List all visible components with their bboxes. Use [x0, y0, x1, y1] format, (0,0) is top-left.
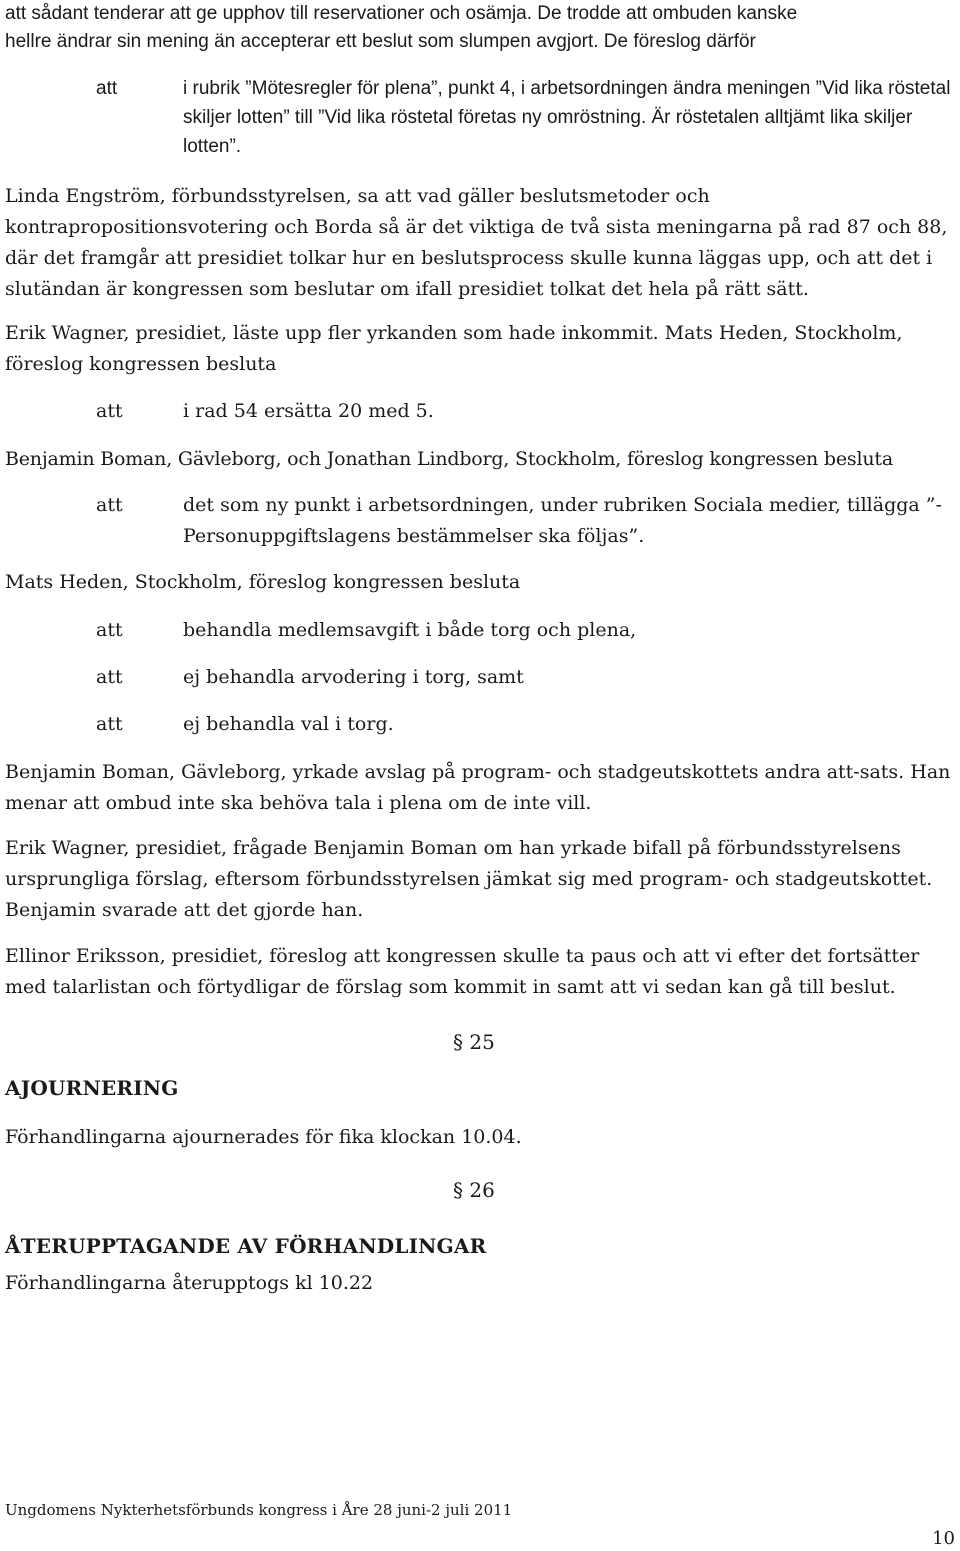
- paragraph-text: Förhandlingarna ajournerades för fika klockan 10.04.: [5, 1126, 522, 1148]
- paragraph-ellinor: [5, 941, 955, 1003]
- motion-text: behandla medlemsavgift i både torg och plena,: [183, 619, 637, 641]
- paragraph-text: Erik Wagner, presidiet, frågade Benjamin Boman om han yrkade bifall på förbundsstyrelsens ursprungliga förslag, eftersom förbundsstyrelsen jämkat sig med program- och stadgeutskottet. Benjamin svarade att det gjorde han.: [5, 837, 933, 921]
- section-25-number: § 25: [453, 1030, 495, 1054]
- paragraph-text: Linda Engström, förbundsstyrelsen, sa att vad gäller beslutsmetoder och kontrapropositionsvotering och Borda så är det viktiga de två sista meningarna på rad 87 och 88, där det framgår att presidiet tolkar hur en beslutsprocess skulle kunna läggas upp, och att det i slutändan är kongressen som beslutar om ifall presidiet tolkat det hela på rätt sätt.: [5, 185, 948, 300]
- intro-line-1: att sådant tenderar att ge upphov till reservationer och osämja. De trodde att ombuden kanske: [5, 3, 798, 24]
- motion-keyword: att: [96, 666, 123, 688]
- paragraph-text: Ellinor Eriksson, presidiet, föreslog att kongressen skulle ta paus och att vi efter det fortsätter med talarlistan och förtydligar de förslag som kommit in samt att vi sedan kan gå till beslut.: [5, 945, 920, 998]
- motion-keyword: att: [96, 713, 123, 735]
- motion-text: det som ny punkt i arbetsordningen, under rubriken Sociala medier, tillägga ”- Personuppgiftslagens bestämmelser ska följas”.: [183, 494, 942, 547]
- motion-keyword: att: [96, 400, 123, 422]
- paragraph-benjamin-1: [5, 444, 960, 475]
- section-26-text: [5, 1268, 373, 1299]
- intro-paragraph: [5, 0, 955, 56]
- intro-line-2: hellre ändrar sin mening än accepterar ett beslut som slumpen avgjort. De föreslog därför: [5, 31, 756, 52]
- motion-keyword: att: [96, 78, 118, 99]
- paragraph-erik-2: [5, 833, 955, 926]
- paragraph-text: Benjamin Boman, Gävleborg, yrkade avslag på program- och stadgeutskottets andra att-sats. Han menar att ombud inte ska behöva tala i plena om de inte vill.: [5, 761, 951, 814]
- paragraph-text: Benjamin Boman, Gävleborg, och Jonathan Lindborg, Stockholm, föreslog kongressen besluta: [5, 448, 893, 470]
- paragraph-benjamin-2: [5, 757, 955, 819]
- paragraph-linda: [5, 181, 955, 305]
- motion-keyword: att: [96, 619, 123, 641]
- motion-text: i rubrik ”Mötesregler för plena”, punkt 4, i arbetsordningen ändra meningen ”Vid lika röstetal skiljer lotten” till ”Vid lika röstetal företas ny omröstning. Är röstetalen alltjämt lika skiljer lotten”.: [183, 78, 951, 157]
- motion-text: ej behandla val i torg.: [183, 713, 394, 735]
- page-footer: Ungdomens Nykterhetsförbunds kongress i Åre 28 juni-2 juli 2011: [5, 1501, 513, 1519]
- paragraph-erik-1: [5, 318, 955, 380]
- motion-text: i rad 54 ersätta 20 med 5.: [183, 400, 434, 422]
- paragraph-text: Mats Heden, Stockholm, föreslog kongressen besluta: [5, 571, 521, 593]
- section-25-heading: AJOURNERING: [5, 1076, 179, 1100]
- section-26-number: § 26: [453, 1178, 495, 1202]
- section-25-text: [5, 1122, 522, 1153]
- section-26-heading: ÅTERUPPTAGANDE AV FÖRHANDLINGAR: [5, 1234, 487, 1258]
- paragraph-text: Förhandlingarna återupptogs kl 10.22: [5, 1272, 374, 1294]
- motion-keyword: att: [96, 494, 123, 516]
- paragraph-mats-2: [5, 567, 955, 598]
- motion-text: ej behandla arvodering i torg, samt: [183, 666, 524, 688]
- page-number: 10: [932, 1528, 955, 1549]
- paragraph-text: Erik Wagner, presidiet, läste upp fler yrkanden som hade inkommit. Mats Heden, Stockholm, föreslog kongressen besluta: [5, 322, 903, 375]
